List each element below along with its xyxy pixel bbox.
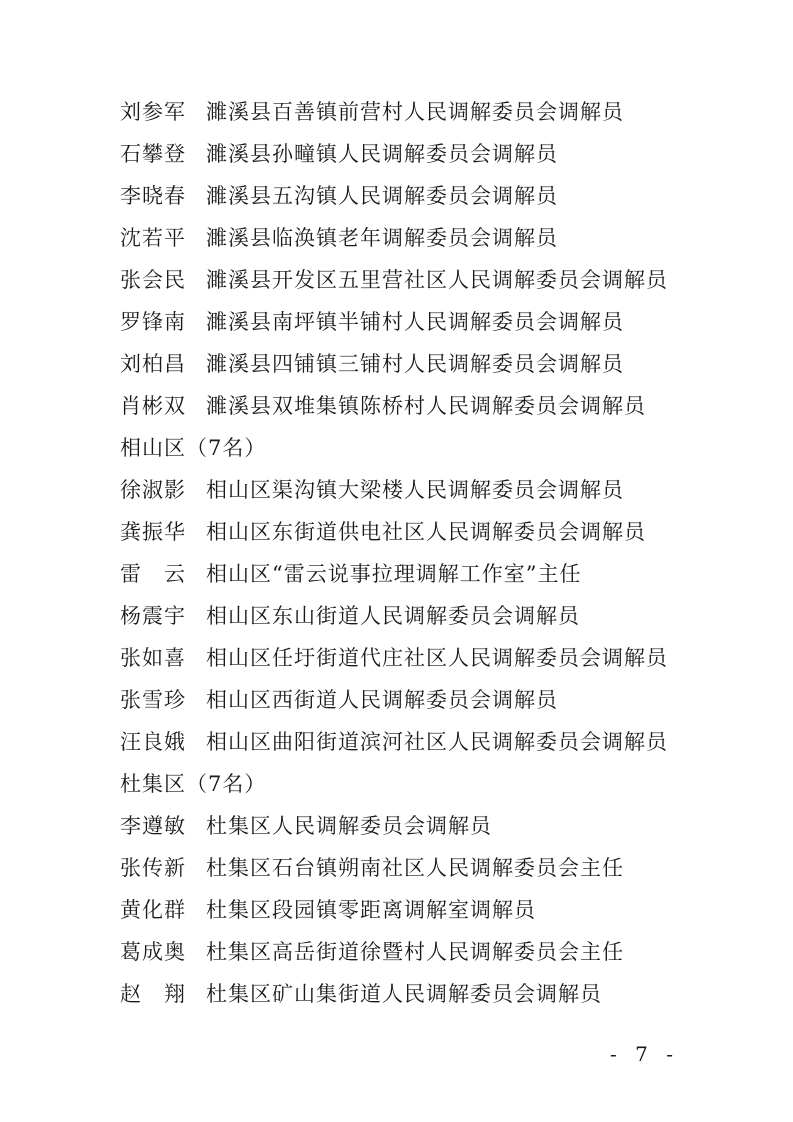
- list-item: [120, 260, 668, 300]
- person-name: 石攀登: [120, 142, 186, 166]
- person-title: 杜集区高岳街道徐暨村人民调解委员会主任: [206, 940, 624, 964]
- person-name: 杨震宇: [120, 604, 186, 628]
- person-title: 濉溪县孙疃镇人民调解委员会调解员: [206, 142, 558, 166]
- list-item: [120, 890, 536, 930]
- person-name: 罗锋南: [120, 310, 186, 334]
- person-title: 相山区曲阳街道滨河社区人民调解委员会调解员: [206, 730, 668, 754]
- person-title: 濉溪县开发区五里营社区人民调解委员会调解员: [206, 268, 668, 292]
- section-heading: 相山区（7名）: [120, 436, 267, 460]
- list-item: [120, 176, 558, 216]
- page-number: - 7 -: [610, 1042, 679, 1066]
- person-title: 濉溪县五沟镇人民调解委员会调解员: [206, 184, 558, 208]
- person-name: 刘参军: [120, 100, 186, 124]
- list-item: [120, 974, 602, 1014]
- person-name: 李晓春: [120, 184, 186, 208]
- person-name: 张如喜: [120, 646, 186, 670]
- person-title: 杜集区石台镇朔南社区人民调解委员会主任: [206, 856, 624, 880]
- list-item: [120, 680, 558, 720]
- person-name: 张会民: [120, 268, 186, 292]
- list-item: [120, 92, 624, 132]
- person-title: 濉溪县百善镇前营村人民调解委员会调解员: [206, 100, 624, 124]
- person-title: 相山区东山街道人民调解委员会调解员: [206, 604, 580, 628]
- person-title: 濉溪县临涣镇老年调解委员会调解员: [206, 226, 558, 250]
- list-item: [120, 512, 646, 552]
- list-item: [120, 638, 668, 678]
- person-title: 相山区渠沟镇大梁楼人民调解委员会调解员: [206, 478, 624, 502]
- list-item: [120, 722, 668, 762]
- person-title: 相山区西街道人民调解委员会调解员: [206, 688, 558, 712]
- person-name: 李遵敏: [120, 814, 186, 838]
- person-name: 龚振华: [120, 520, 186, 544]
- person-name: 沈若平: [120, 226, 186, 250]
- person-name: 肖彬双: [120, 394, 186, 418]
- list-item: [120, 386, 646, 426]
- list-item: [120, 218, 558, 258]
- person-name: 黄化群: [120, 898, 186, 922]
- person-name: 张传新: [120, 856, 186, 880]
- person-title: 杜集区段园镇零距离调解室调解员: [206, 898, 536, 922]
- person-name: 赵 翔: [120, 982, 186, 1006]
- list-item: [120, 806, 492, 846]
- list-item: [120, 344, 624, 384]
- person-title: 相山区“雷云说事拉理调解工作室”主任: [206, 562, 582, 586]
- person-title: 濉溪县四铺镇三铺村人民调解委员会调解员: [206, 352, 624, 376]
- list-item: [120, 596, 580, 636]
- person-title: 濉溪县南坪镇半铺村人民调解委员会调解员: [206, 310, 624, 334]
- list-item: [120, 470, 624, 510]
- person-title: 相山区任圩街道代庄社区人民调解委员会调解员: [206, 646, 668, 670]
- person-title: 濉溪县双堆集镇陈桥村人民调解委员会调解员: [206, 394, 646, 418]
- person-name: 葛成奥: [120, 940, 186, 964]
- person-name: 张雪珍: [120, 688, 186, 712]
- person-name: 刘柏昌: [120, 352, 186, 376]
- list-item: [120, 848, 624, 888]
- person-name: 汪良娥: [120, 730, 186, 754]
- list-item: [120, 554, 581, 594]
- person-title: 杜集区人民调解委员会调解员: [206, 814, 492, 838]
- person-title: 杜集区矿山集街道人民调解委员会调解员: [206, 982, 602, 1006]
- list-item: [120, 932, 624, 972]
- list-item: [120, 302, 624, 342]
- person-name: 徐淑影: [120, 478, 186, 502]
- person-title: 相山区东街道供电社区人民调解委员会调解员: [206, 520, 646, 544]
- person-name: 雷 云: [120, 562, 186, 586]
- list-item: [120, 134, 558, 174]
- section-heading: 杜集区（7名）: [120, 772, 267, 796]
